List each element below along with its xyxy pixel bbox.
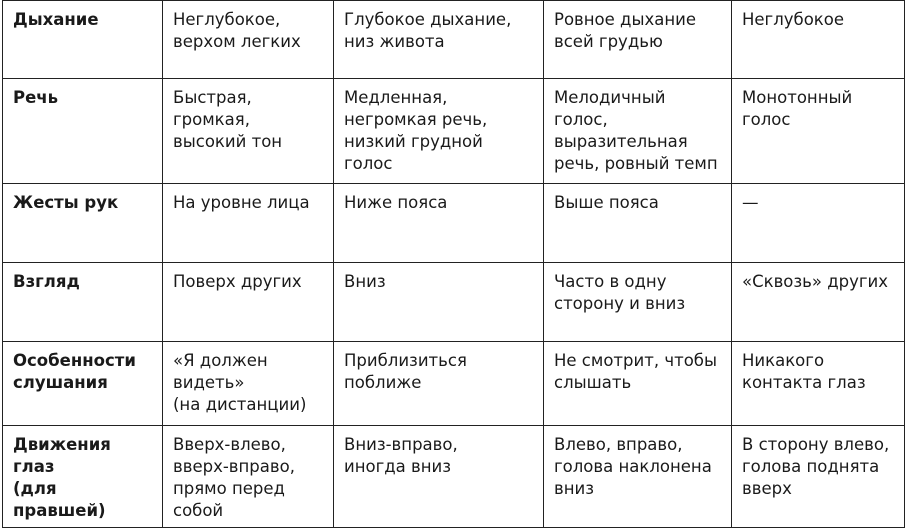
table-cell: Ровное дыхание всей грудью (544, 1, 732, 79)
row-label: Особенности слушания (3, 342, 163, 426)
table-cell: Неглубокое, верхом легких (163, 1, 334, 79)
table-row-gestures (3, 184, 905, 263)
table-cell: Никакого контакта глаз (732, 342, 905, 426)
table-cell: Монотонный голос (732, 79, 905, 184)
table-cell: Неглубокое (732, 1, 905, 79)
table-cell: Мелодичный голос, выразительная речь, ровный темп (544, 79, 732, 184)
table-cell: Выше пояса (544, 184, 732, 263)
table-cell: Глубокое дыхание, низ живота (334, 1, 544, 79)
table-cell: Медленная, негромкая речь, низкий грудной голос (334, 79, 544, 184)
row-label: Речь (3, 79, 163, 184)
table-cell: Не смотрит, чтобы слышать (544, 342, 732, 426)
table-cell: Приблизиться поближе (334, 342, 544, 426)
row-label: Движения глаз (для правшей) (3, 426, 163, 528)
table-cell: Часто в одну сторону и вниз (544, 263, 732, 342)
table-row-gaze (3, 263, 905, 342)
table-cell: На уровне лица (163, 184, 334, 263)
table-cell: — (732, 184, 905, 263)
table-cell: Вниз (334, 263, 544, 342)
table-cell: Быстрая, громкая, высокий тон (163, 79, 334, 184)
row-label: Взгляд (3, 263, 163, 342)
table-row-listening (3, 342, 905, 426)
table-cell: Вниз-вправо, иногда вниз (334, 426, 544, 528)
table-cell: Ниже пояса (334, 184, 544, 263)
table-cell: «Я должен видеть» (на дистанции) (163, 342, 334, 426)
table-cell: Вверх-влево, вверх-вправо, прямо перед собой (163, 426, 334, 528)
table-cell: «Сквозь» других (732, 263, 905, 342)
table-row-eye-movements (3, 426, 905, 528)
row-label: Жесты рук (3, 184, 163, 263)
row-label: Дыхание (3, 1, 163, 79)
table-cell: Влево, вправо, голова наклонена вниз (544, 426, 732, 528)
table-row-speech (3, 79, 905, 184)
table-cell: Поверх других (163, 263, 334, 342)
characteristics-table (2, 0, 905, 528)
table-cell: В сторону влево, голова поднята вверх (732, 426, 905, 528)
table-row-breathing (3, 1, 905, 79)
